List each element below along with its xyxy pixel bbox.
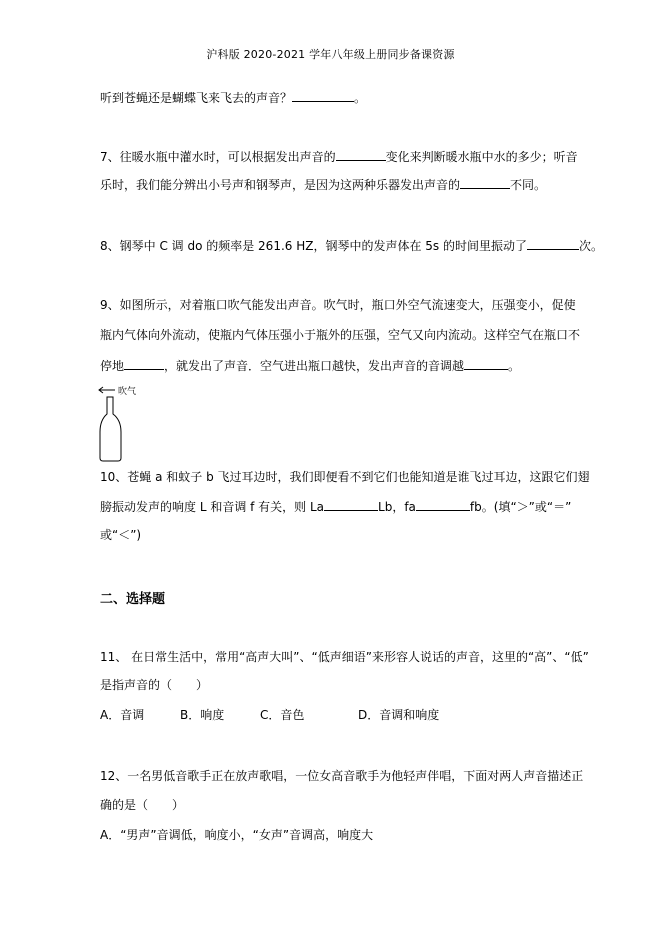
question-10-line-2: 膀振动发声的响度 L 和音调 f 有关，则 La Lb，fa fb。(填“＞”或“＝” [100, 500, 572, 514]
question-12-line-2: 确的是（ ） [100, 798, 185, 812]
question-10-line-1: 10、苍蝇 a 和蚊子 b 飞过耳边时，我们即便看不到它们也能知道是谁飞过耳边，这跟它们翅 [100, 470, 590, 484]
question-9-line-1: 9、如图所示，对着瓶口吹气能发出声音。吹气时，瓶口外空气流速变大，压强变小，促使 [100, 298, 576, 312]
answer-blank[interactable] [336, 149, 386, 161]
question-7-line-1: 7、往暖水瓶中灌水时，可以根据发出声音的 变化来判断暖水瓶中水的多少；听音 [100, 150, 578, 164]
question-7-line-2: 乐时，我们能分辨出小号声和钢琴声，是因为这两种乐器发出声音的 不同。 [100, 178, 547, 192]
question-6-tail: 听到苍蝇还是蝴蝶飞来飞去的声音？ 。 [100, 91, 367, 105]
question-11-line-1: 11、 在日常生活中，常用“高声大叫”、“低声细语”来形容人说话的声音，这里的“高”、“低” [100, 650, 589, 664]
question-9-line-3: 停地 ，就发出了声音．空气进出瓶口越快，发出声音的音调越 。 [100, 359, 521, 373]
option-b[interactable]: B．响度 [180, 708, 225, 722]
bottle-figure [96, 382, 166, 462]
blow-label: 吹气 [118, 387, 137, 397]
question-10-line-3: 或“＜”) [100, 528, 142, 542]
section-title: 二、选择题 [100, 592, 166, 607]
page-header: 沪科版 2020-2021 学年八年级上册同步备课资源 [206, 48, 455, 61]
answer-blank[interactable] [464, 358, 508, 370]
question-12-line-1: 12、一名男低音歌手正在放声歌唱，一位女高音歌手为他轻声伴唱，下面对两人声音描述正 [100, 769, 584, 783]
answer-blank[interactable] [527, 238, 579, 250]
question-11-options [100, 708, 439, 722]
option-a[interactable]: A．音调 [100, 708, 145, 722]
option-d[interactable]: D．音调和响度 [358, 708, 440, 722]
question-12-option-a[interactable]: A．“男声”音调低，响度小，“女声”音调高，响度大 [100, 828, 374, 842]
bottle-icon [96, 382, 166, 462]
answer-blank[interactable] [416, 499, 470, 511]
option-c[interactable]: C．音色 [260, 708, 305, 722]
answer-blank[interactable] [460, 177, 510, 189]
question-11-line-2: 是指声音的（ ） [100, 678, 209, 692]
question-9-line-2: 瓶内气体向外流动，使瓶内气体压强小于瓶外的压强，空气又向内流动。这样空气在瓶口不 [100, 328, 581, 342]
answer-blank[interactable] [292, 90, 354, 102]
question-8: 8、钢琴中 C 调 do 的频率是 261.6 HZ，钢琴中的发声体在 5s 的时间里振动了 次。 [100, 239, 603, 253]
answer-blank[interactable] [124, 358, 164, 370]
answer-blank[interactable] [324, 499, 378, 511]
